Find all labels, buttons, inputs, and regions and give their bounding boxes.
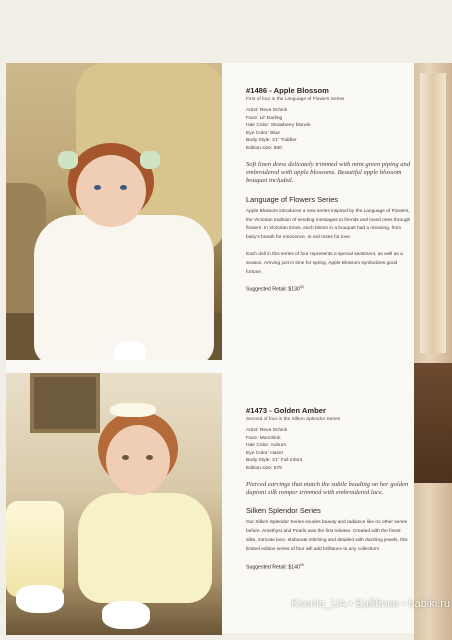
- series-paragraph: Apple Blossom introduces a new series inspired by the Language of Flowers, the Victorian tradition of sending messages to friends and loved ones through flowers. In Victorian times, each bloom in a bouquet had a meaning, from baby's breath for innocence, to red roses for love.: [246, 208, 411, 241]
- spec-body: Body Style: 21" Toddler: [246, 138, 297, 144]
- spec-list: [246, 107, 411, 153]
- retail-price: $140: [288, 564, 300, 571]
- apple-blossom-description: [246, 86, 411, 293]
- shelf-shape: [414, 363, 452, 483]
- spec-artist: Artist: Reva Schick: [246, 428, 288, 433]
- doll-eye: [120, 185, 127, 190]
- curtain-shape: [420, 73, 446, 353]
- doll-dress: [34, 215, 214, 360]
- picture-frame: [30, 373, 100, 433]
- doll-eye: [146, 455, 153, 460]
- candles: [6, 501, 64, 597]
- golden-amber-photo: [6, 373, 222, 635]
- product-blurb: Soft linen dress delicately trimmed with mint green piping and embroidered with apple blossoms. Beautiful apple blossom bouquet included.: [246, 160, 411, 185]
- series-paragraph: Each doll in this series of four represents a special sentiment, as well as a season. Arriving just in time for spring, Apple Blossom symbolizes good fortune.: [246, 251, 403, 275]
- spec-hair: Hair Color: Strawberry blonde: [246, 123, 311, 129]
- doll-shoe: [114, 341, 146, 360]
- spec-edition: Edition size: 575: [246, 465, 282, 471]
- series-paragraph: Our Silken Splendor Series exudes beauty and radiance like no other series before. Amethyst and Pearls was the first release. Created with the finest silks, intricate lace, elaborate stitching and detailed with dazzling jewels, this limited edition series of four will add brilliance to any collection!: [246, 520, 408, 552]
- hair-bow: [58, 151, 78, 169]
- series-note: First of four in the Language of Flowers Series: [246, 97, 345, 102]
- suggested-retail: [246, 285, 411, 293]
- spec-artist: Artist: Reva Schick: [246, 108, 288, 113]
- series-heading: Silken Splendor Series: [246, 506, 321, 516]
- spec-face: Face: Munchkin: [246, 435, 281, 441]
- retail-label: Suggested Retail:: [246, 287, 287, 294]
- spec-eye: Eye Color: Hazel: [246, 450, 283, 456]
- product-title: #1473 - Golden Amber: [246, 406, 326, 415]
- doll-face: [76, 155, 146, 227]
- spec-list: [246, 427, 411, 473]
- apple-blossom-photo: [6, 63, 222, 360]
- doll-eye: [94, 185, 101, 190]
- suggested-retail: [246, 563, 411, 571]
- retail-cents: 00: [299, 285, 304, 290]
- doll-face: [106, 425, 170, 495]
- spec-eye: Eye Color: Blue: [246, 130, 280, 136]
- retail-cents: 00: [299, 562, 304, 567]
- golden-amber-description: [246, 406, 411, 570]
- doll-shoe: [102, 601, 150, 629]
- spec-body: Body Style: 21" Full Infant: [246, 458, 303, 464]
- spec-edition: Edition size: 500: [246, 145, 282, 151]
- hair-bow: [140, 151, 160, 169]
- doll-eye: [122, 455, 129, 460]
- retail-price: $130: [288, 287, 300, 294]
- doll-romper: [78, 493, 212, 603]
- headband-bow: [110, 403, 156, 417]
- product-title: #1486 - Apple Blossom: [246, 86, 329, 95]
- spec-hair: Hair Color: Auburn: [246, 443, 287, 449]
- adjacent-page-edge: [414, 63, 452, 640]
- retail-label: Suggested Retail:: [246, 564, 287, 571]
- series-note: Second of four in the Silken Splendor Series: [246, 417, 341, 422]
- series-heading: Language of Flowers Series: [246, 194, 339, 204]
- spec-face: Face: Lil' Darling: [246, 115, 283, 121]
- doll-shoe: [16, 585, 64, 613]
- product-blurb: Pierced earrings that match the subtle beading on her golden dupioni silk romper trimmed with embroidered lace.: [246, 480, 409, 496]
- site-watermark: Ksenia_UA • Байбики • babiki.ru: [291, 598, 450, 610]
